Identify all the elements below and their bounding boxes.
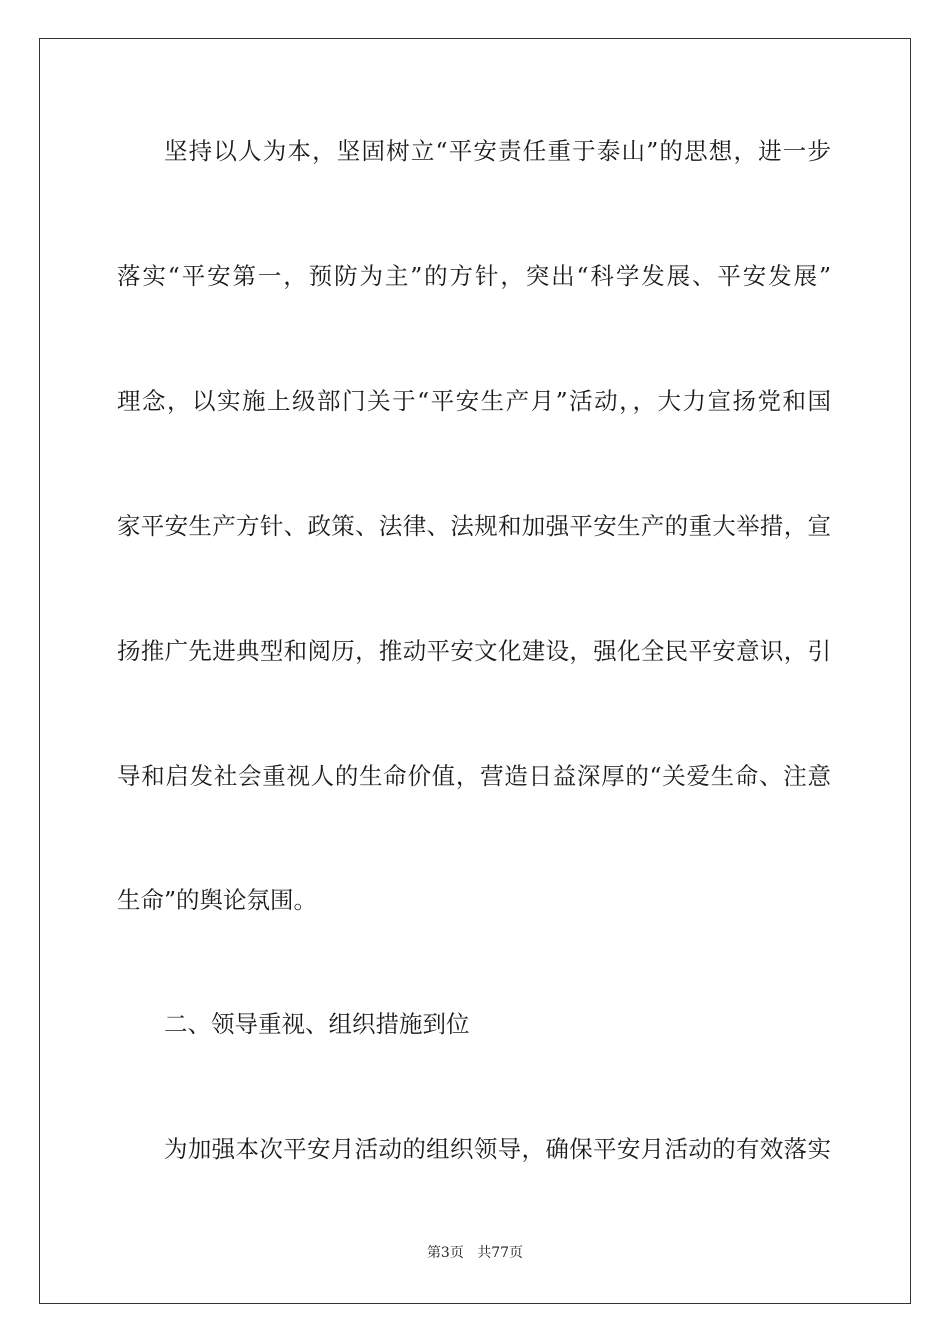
section-heading: 二、领导重视、组织措施到位	[164, 1010, 470, 1038]
paragraph-line: 扬推广先进典型和阅历，推动平安文化建设，强化全民平安意识，引	[117, 637, 831, 665]
total-pages: 共77页	[477, 1245, 524, 1261]
paragraph-line: 生命”的舆论氛围。	[117, 886, 318, 914]
paragraph-line: 导和启发社会重视人的生命价值，营造日益深厚的“关爱生命、注意	[117, 762, 831, 790]
paragraph-line: 理念，以实施上级部门关于“平安生产月”活动，，大力宣扬党和国	[117, 387, 831, 415]
page-number: 第3页	[426, 1245, 464, 1261]
paragraph-line: 落实“平安第一，预防为主”的方针，突出“科学发展、平安发展”	[117, 262, 831, 290]
paragraph-line: 家平安生产方针、政策、法律、法规和加强平安生产的重大举措，宣	[117, 512, 831, 540]
paragraph-line: 为加强本次平安月活动的组织领导，确保平安月活动的有效落实	[164, 1135, 831, 1163]
paragraph-line: 坚持以人为本，坚固树立“平安责任重于泰山”的思想，进一步	[164, 137, 831, 165]
page-border	[39, 38, 911, 1304]
page-footer	[0, 1244, 950, 1262]
